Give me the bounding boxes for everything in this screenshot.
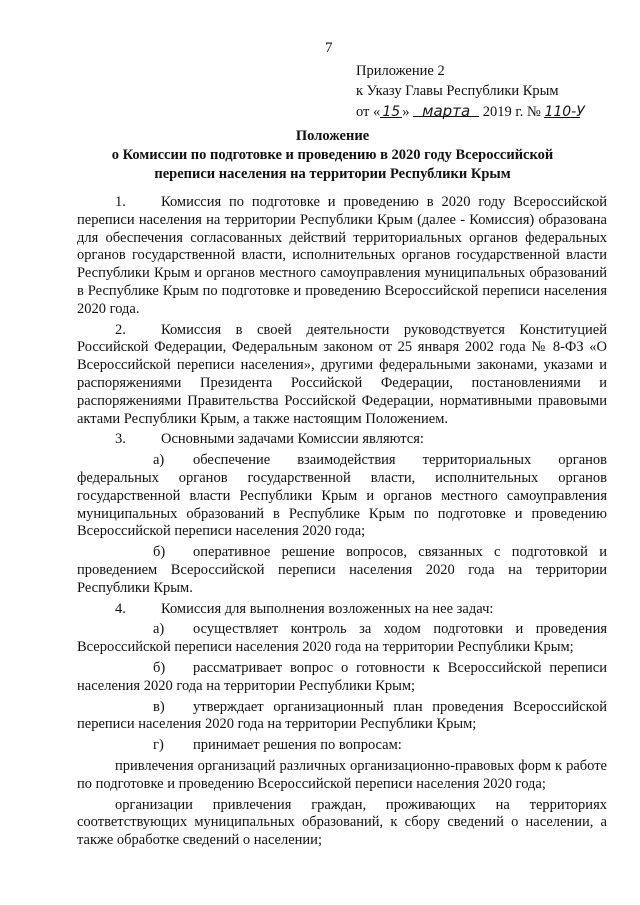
item-4v — [77, 699, 607, 735]
item-text: оперативное решение вопросов, связанных с подготовкой и проведением Всероссийской переписи населения 2020 года на территории Республики Крым. — [77, 544, 607, 596]
page-number: 7 — [325, 40, 333, 56]
paragraph-2 — [77, 322, 607, 429]
item-label: а) — [153, 452, 165, 469]
title-line-1: Положение — [295, 128, 370, 144]
paragraph-text: Основными задачами Комиссии являются: — [161, 431, 424, 448]
item-4a — [77, 621, 607, 657]
item-text: рассматривает вопрос о готовности к Всероссийской переписи населения 2020 года на территории Республики Крым; — [77, 659, 607, 694]
date-prefix: от « — [356, 104, 381, 120]
item-label: г) — [153, 737, 164, 754]
paragraph-text: Комиссия по подготовке и проведению в 2020 году Всероссийской переписи населения на территории Республики Крым (далее - Комиссия) образована для обеспечения согласованных действий территориальных органов федеральных органов государственной власти, исполнительных органов государственной власти Республики Крым и органов местного самоуправления муниципальных образований в Республике Крым по подготовке и проведению Всероссийской переписи населения 2020 года. — [77, 194, 607, 317]
item-text: утверждает организационный план проведения Всероссийской переписи населения 2020 года на территории Республики Крым; — [77, 698, 607, 733]
paragraph-text: Комиссия для выполнения возложенных на нее задач: — [161, 600, 494, 617]
paragraph-number: 3. — [115, 431, 126, 448]
document-title — [60, 127, 605, 184]
paragraph-text: Комиссия в своей деятельности руководствуется Конституцией Российской Федерации, Федеральным законом от 25 января 2002 года № 8-ФЗ «О Всероссийской переписи населения», другими федеральными законами, указами и распоряжениями Президента Российской Федерации, постановлениями и распоряжениями Правительства Российской Федерации, нормативными правовыми актами Республики Крым, а также настоящим Положением. — [77, 321, 607, 427]
item-text: принимает решения по вопросам: — [193, 737, 402, 754]
item-text: осуществляет контроль за ходом подготовки и проведения Всероссийской переписи населения 2020 года на территории Республики Крым; — [77, 621, 607, 656]
item-text: обеспечение взаимодействия территориальных органов федеральных органов государственной власти, исполнительных органов государственной власти Республики Крым и органов местного самоуправления муниципальных образований в Республике Крым по подготовке и проведению Всероссийской переписи населения 2020 года; — [77, 452, 607, 540]
item-3b — [77, 544, 607, 597]
paragraph-number: 2. — [115, 321, 126, 338]
item-4b — [77, 660, 607, 696]
item-4g-1: привлечения организаций различных организационно-правовых форм к работе по подготовке и проведению Всероссийской переписи населения 2020 года; — [77, 757, 607, 792]
paragraph-1 — [77, 194, 607, 319]
annex-date-line — [356, 101, 585, 122]
date-year: 2019 г. № — [482, 104, 541, 120]
date-mid: » — [402, 104, 410, 120]
title-line-3: переписи населения на территории Республики Крым — [154, 166, 511, 182]
annex-decree-ref: к Указу Главы Республики Крым — [356, 83, 559, 99]
item-label: а) — [153, 621, 165, 638]
item-4g — [77, 737, 607, 755]
paragraph-4 — [77, 601, 607, 619]
paragraph-3 — [77, 431, 607, 449]
item-4g-2: организации привлечения граждан, проживающих на территориях соответствующих муниципальных образований, к сбору сведений о населении, а также обработке сведений о населении; — [77, 796, 607, 849]
handwritten-day: 15 — [380, 102, 402, 118]
item-3a — [77, 452, 607, 541]
paragraph-number: 1. — [115, 194, 126, 210]
paragraph-number: 4. — [115, 600, 126, 617]
document-body — [77, 194, 607, 850]
item-label: б) — [153, 659, 166, 676]
item-label: в) — [153, 698, 165, 715]
item-label: б) — [153, 544, 166, 561]
title-line-2: о Комиссии по подготовке и проведению в 2020 году Всероссийской — [111, 147, 554, 163]
handwritten-month: марта — [413, 101, 479, 117]
handwritten-number: 110-У — [544, 104, 585, 120]
annex-header — [356, 61, 585, 122]
annex-title: Приложение 2 — [356, 63, 445, 79]
